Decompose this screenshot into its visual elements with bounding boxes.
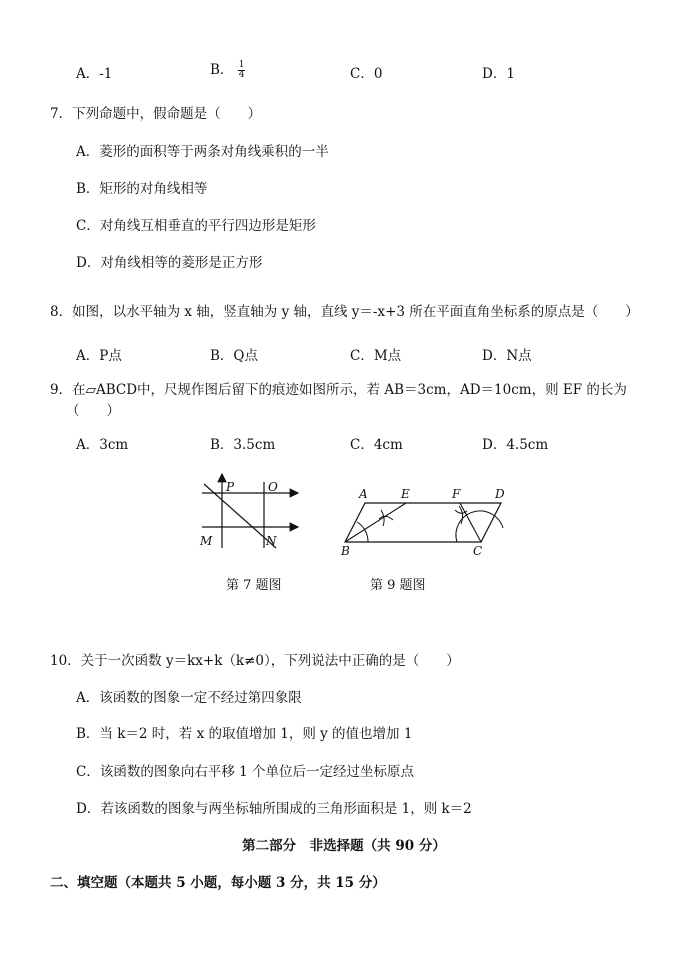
q10-stem: 10．关于一次函数 y＝kx+k（k≠0），下列说法中正确的是（ ）: [50, 653, 460, 669]
q10-option-a: A．该函数的图象一定不经过第四象限: [76, 690, 302, 706]
q9-stem-bracket: （ ）: [66, 403, 120, 419]
q9-option-b: B．3.5cm: [210, 437, 276, 453]
q7-option-a: A．菱形的面积等于两条对角线乘积的一半: [76, 144, 329, 160]
fig9-bisector-cf: [460, 503, 481, 542]
fig9-label-e: E: [401, 487, 410, 501]
q10-option-d: D．若该函数的图象与两坐标轴所围成的三角形面积是 1，则 k＝2: [76, 801, 472, 817]
q6-option-a: A．-1: [76, 66, 113, 82]
fig7-label-p: P: [226, 480, 235, 494]
q7-option-c: C．对角线互相垂直的平行四边形是矩形: [76, 218, 316, 234]
fig9-label-b: B: [341, 544, 350, 558]
figure-7-caption: 第 7 题图: [226, 578, 282, 593]
q10-option-c: C．该函数的图象向右平移 1 个单位后一定经过坐标原点: [76, 764, 415, 780]
fraction-denominator: 4: [238, 70, 245, 80]
q6-option-c: C．0: [350, 66, 383, 82]
q6-option-b: [210, 58, 245, 80]
q9-option-d: D．4.5cm: [482, 437, 549, 453]
q6-option-d: D．1: [482, 66, 515, 82]
fig9-label-c: C: [473, 544, 483, 558]
fig7-label-m: M: [200, 534, 213, 548]
q7-option-b: B．矩形的对角线相等: [76, 181, 208, 197]
q9-option-a: A．3cm: [76, 437, 129, 453]
fig9-arc-b: [357, 522, 368, 542]
q6-option-b-label: B．: [210, 62, 234, 78]
q8-option-a: A．P点: [76, 348, 122, 364]
fig9-label-d: D: [495, 487, 505, 501]
q9-stem: 9．在▱ABCD中，尺规作图后留下的痕迹如图所示，若 AB＝3cm，AD＝10cm，则 EF 的长为: [50, 382, 627, 398]
figure-9-caption: 第 9 题图: [370, 578, 426, 593]
part2-title: 第二部分 非选择题（共 90 分）: [242, 838, 446, 854]
q10-option-b: B．当 k＝2 时，若 x 的取值增加 1，则 y 的值也增加 1: [76, 726, 413, 742]
figure-7: [190, 468, 310, 558]
q9-option-c: C．4cm: [350, 437, 403, 453]
fig7-label-o: O: [268, 480, 278, 494]
q7-option-d: D．对角线相等的菱形是正方形: [76, 255, 263, 271]
section-fill-in-blank-heading: 二、填空题（本题共 5 小题，每小题 3 分，共 15 分）: [50, 875, 386, 891]
q8-stem: 8．如图，以水平轴为 x 轴，竖直轴为 y 轴，直线 y＝-x+3 所在平面直角坐标系的原点是（ ）: [50, 304, 639, 320]
q7-stem: 7．下列命题中，假命题是（ ）: [50, 106, 262, 122]
fig9-label-a: A: [359, 487, 368, 501]
q8-option-b: B．Q点: [210, 348, 258, 364]
fig7-label-n: N: [266, 534, 277, 548]
fraction-one-quarter: [238, 61, 246, 80]
figure-9: [335, 484, 515, 560]
fig9-label-f: F: [452, 487, 461, 501]
q8-option-c: C．M点: [350, 348, 402, 364]
fraction-numerator: 1: [238, 60, 245, 70]
fig9-bisector-be: [345, 503, 406, 542]
q8-option-d: D．N点: [482, 348, 532, 364]
